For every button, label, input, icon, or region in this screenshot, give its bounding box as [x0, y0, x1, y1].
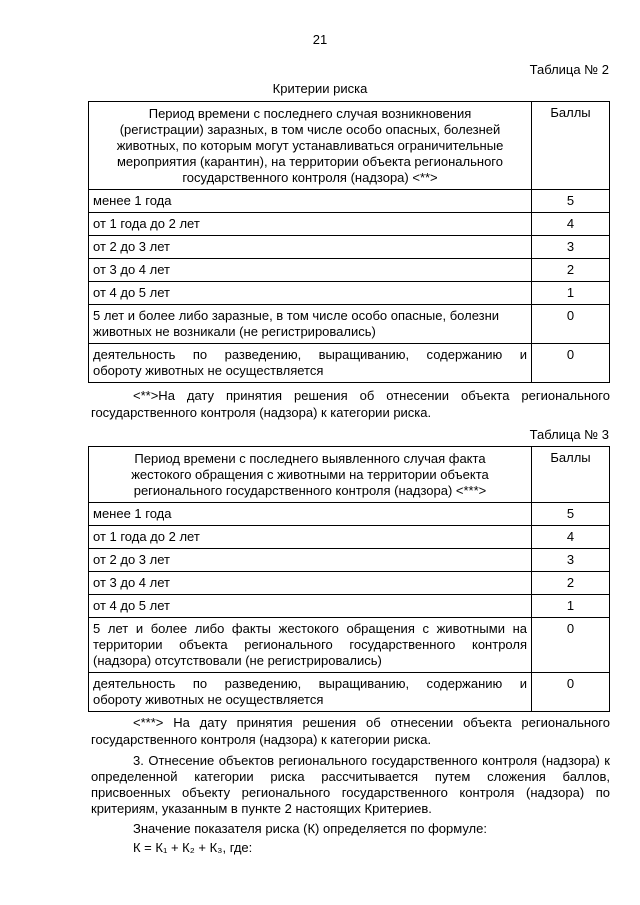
score-cell: 2	[532, 572, 610, 595]
criterion-line: деятельность по разведению, выращиванию, содержанию и	[93, 347, 527, 362]
score-cell: 0	[532, 344, 610, 383]
page-number: 21	[312, 32, 328, 47]
score-cell: 5	[532, 503, 610, 526]
table-row	[89, 526, 610, 549]
criterion-cell: менее 1 года	[89, 190, 532, 213]
table-2-title: Критерии риска	[272, 81, 368, 96]
table-row	[89, 236, 610, 259]
table-row	[89, 503, 610, 526]
score-cell: 2	[532, 259, 610, 282]
criteria-header: Период времени с последнего выявленного случая факта жестокого обращения с животными на территории объекта регионального государственного контроля (надзора) <***>	[89, 447, 532, 503]
table-row	[89, 282, 610, 305]
score-cell: 3	[532, 236, 610, 259]
criterion-cell: от 4 до 5 лет	[89, 282, 532, 305]
table-row	[89, 673, 610, 712]
criterion-cell: менее 1 года	[89, 503, 532, 526]
criterion-cell: 5 лет и более либо заразные, в том числе особо опасные, болезни животных не возникали (не регистрировались)	[89, 305, 532, 344]
score-cell: 4	[532, 526, 610, 549]
table-row	[89, 213, 610, 236]
risk-table-3	[88, 446, 610, 712]
score-cell: 1	[532, 595, 610, 618]
criterion-line: обороту животных не осуществляется	[93, 692, 324, 707]
formula: К = К₁ + К₂ + К₃, где:	[133, 840, 253, 855]
criteria-header: Период времени с последнего случая возникновения (регистрации) заразных, в том числе особо опасных, болезней животных, по которым могут устанавливаться ограничительные мероприятия (карантин), на территории объекта регионального государственного контроля (надзора) <**>	[89, 102, 532, 190]
criterion-cell: от 1 года до 2 лет	[89, 213, 532, 236]
criterion-line: деятельность по разведению, выращиванию, содержанию и	[93, 676, 527, 691]
footnote-table-2: <**>На дату принятия решения об отнесении объекта регионального государственного контроля (надзора) к категории риска.	[91, 388, 610, 420]
paragraph-3: 3. Отнесение объектов регионального государственного контроля (надзора) к определенной категории риска рассчитывается путем сложения баллов, присвоенных объекту регионального государственного контроля (надзора) по критериям, указанным в пункте 2 настоящих Критериев.	[91, 753, 610, 816]
table-3-label: Таблица № 3	[529, 427, 609, 442]
score-header: Баллы	[532, 447, 610, 503]
criterion-cell: от 2 до 3 лет	[89, 236, 532, 259]
table-header-row	[89, 102, 610, 190]
score-cell: 3	[532, 549, 610, 572]
score-cell: 0	[532, 305, 610, 344]
criterion-cell: 5 лет и более либо факты жестокого обращения с животными на территории объекта регионального государственного контроля (надзора) отсутствовали (не регистрировались)	[89, 618, 532, 673]
criterion-cell: от 1 года до 2 лет	[89, 526, 532, 549]
score-cell: 0	[532, 673, 610, 712]
criterion-cell	[89, 344, 532, 383]
criterion-cell: от 2 до 3 лет	[89, 549, 532, 572]
footnote-table-3: <***> На дату принятия решения об отнесении объекта регионального государственного контроля (надзора) к категории риска.	[91, 715, 610, 747]
criterion-cell	[89, 673, 532, 712]
table-row	[89, 549, 610, 572]
criterion-cell: от 4 до 5 лет	[89, 595, 532, 618]
table-row	[89, 190, 610, 213]
score-cell: 5	[532, 190, 610, 213]
criterion-cell: от 3 до 4 лет	[89, 259, 532, 282]
score-cell: 0	[532, 618, 610, 673]
criterion-cell: от 3 до 4 лет	[89, 572, 532, 595]
criterion-line: обороту животных не осуществляется	[93, 363, 324, 378]
table-2-label: Таблица № 2	[529, 62, 609, 77]
score-cell: 4	[532, 213, 610, 236]
score-cell: 1	[532, 282, 610, 305]
table-row	[89, 305, 610, 344]
risk-table-2	[88, 101, 610, 383]
table-row	[89, 595, 610, 618]
score-header: Баллы	[532, 102, 610, 190]
table-row	[89, 618, 610, 673]
table-row	[89, 344, 610, 383]
formula-intro: Значение показателя риска (К) определяется по формуле:	[133, 821, 487, 836]
table-row	[89, 259, 610, 282]
table-row	[89, 572, 610, 595]
table-header-row	[89, 447, 610, 503]
